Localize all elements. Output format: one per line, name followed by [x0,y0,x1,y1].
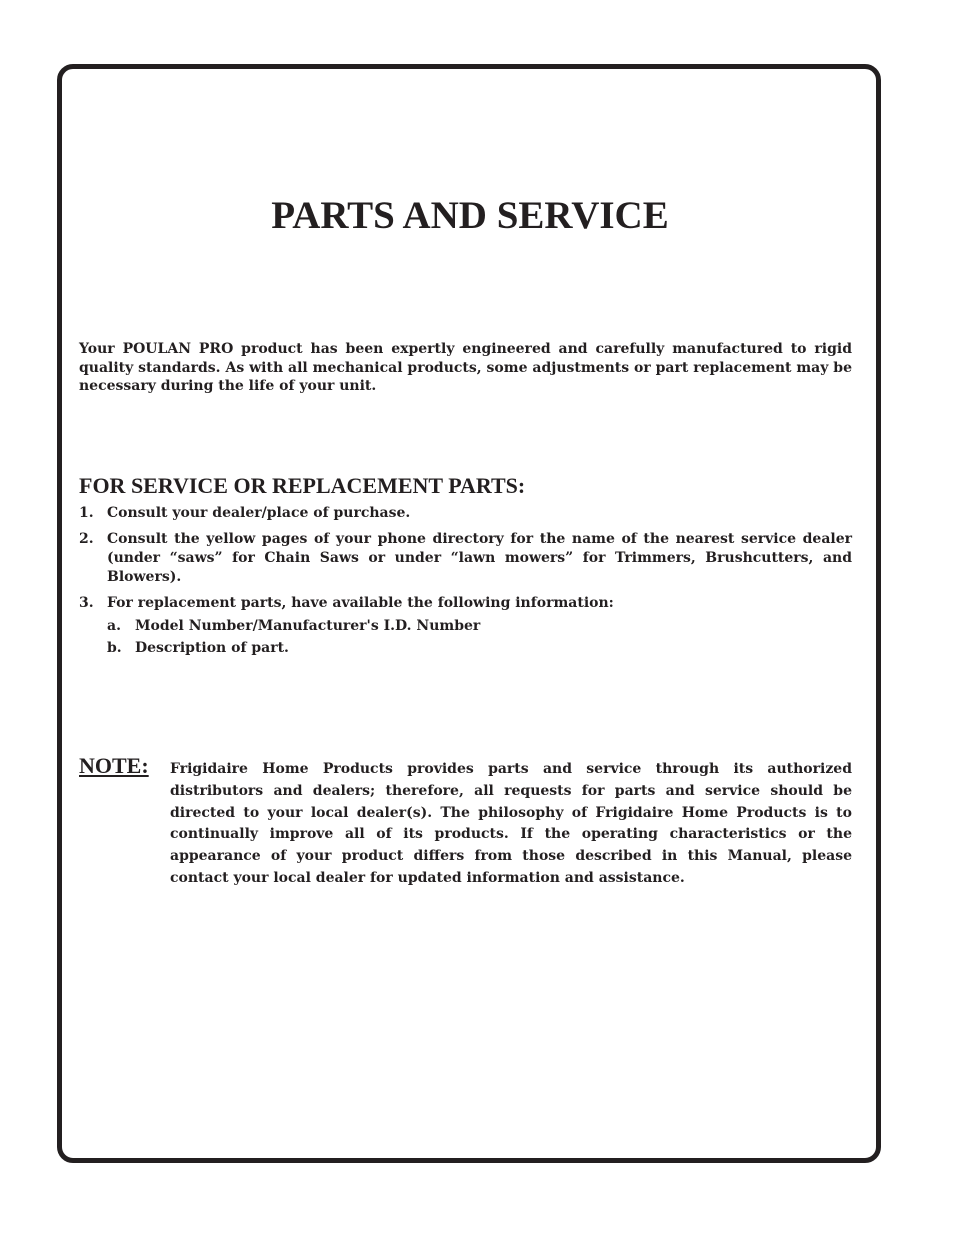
sub-list-item-letter: b. [107,640,122,656]
intro-paragraph: Your POULAN PRO product has been expertly engineered and carefully manufactured to rigid quality standards. As with all mechanical products, some adjustments or part replacement may be necessary during the life of your unit. [79,341,852,394]
sub-list [107,617,852,658]
service-steps-list [79,504,852,665]
list-item [79,504,852,523]
list-item-text: Consult your dealer/place of purchase. [107,505,411,521]
list-item [79,530,852,587]
list-item-text: For replacement parts, have available the following information: [107,595,614,611]
sub-list-item [107,617,852,636]
list-item [79,594,852,658]
sub-list-item-letter: a. [107,618,121,634]
sub-list-item-text: Model Number/Manufacturer's I.D. Number [135,618,481,634]
sub-list-item-text: Description of part. [135,640,289,656]
list-item-number: 1. [79,505,94,521]
page-title: PARTS AND SERVICE [271,194,669,237]
note-label: NOTE: [79,753,149,778]
section-heading: FOR SERVICE OR REPLACEMENT PARTS: [79,473,526,498]
list-item-number: 3. [79,595,94,611]
list-item-number: 2. [79,531,94,547]
list-item-text: Consult the yellow pages of your phone directory for the name of the nearest service dealer (under “saws” for Chain Saws or under “lawn mowers” for Trimmers, Brushcutters, and Blowers). [107,531,852,585]
sub-list-item [107,639,852,658]
note-text: Frigidaire Home Products provides parts and service through its authorized distributors and dealers; therefore, all requests for parts and service should be directed to your local dealer(s). The philosophy of Frigidaire Home Products is to continually improve all of its products. If the operating characteristics or the appearance of your product differs from those described in this Manual, please contact your local dealer for updated information and assistance. [170,761,852,886]
